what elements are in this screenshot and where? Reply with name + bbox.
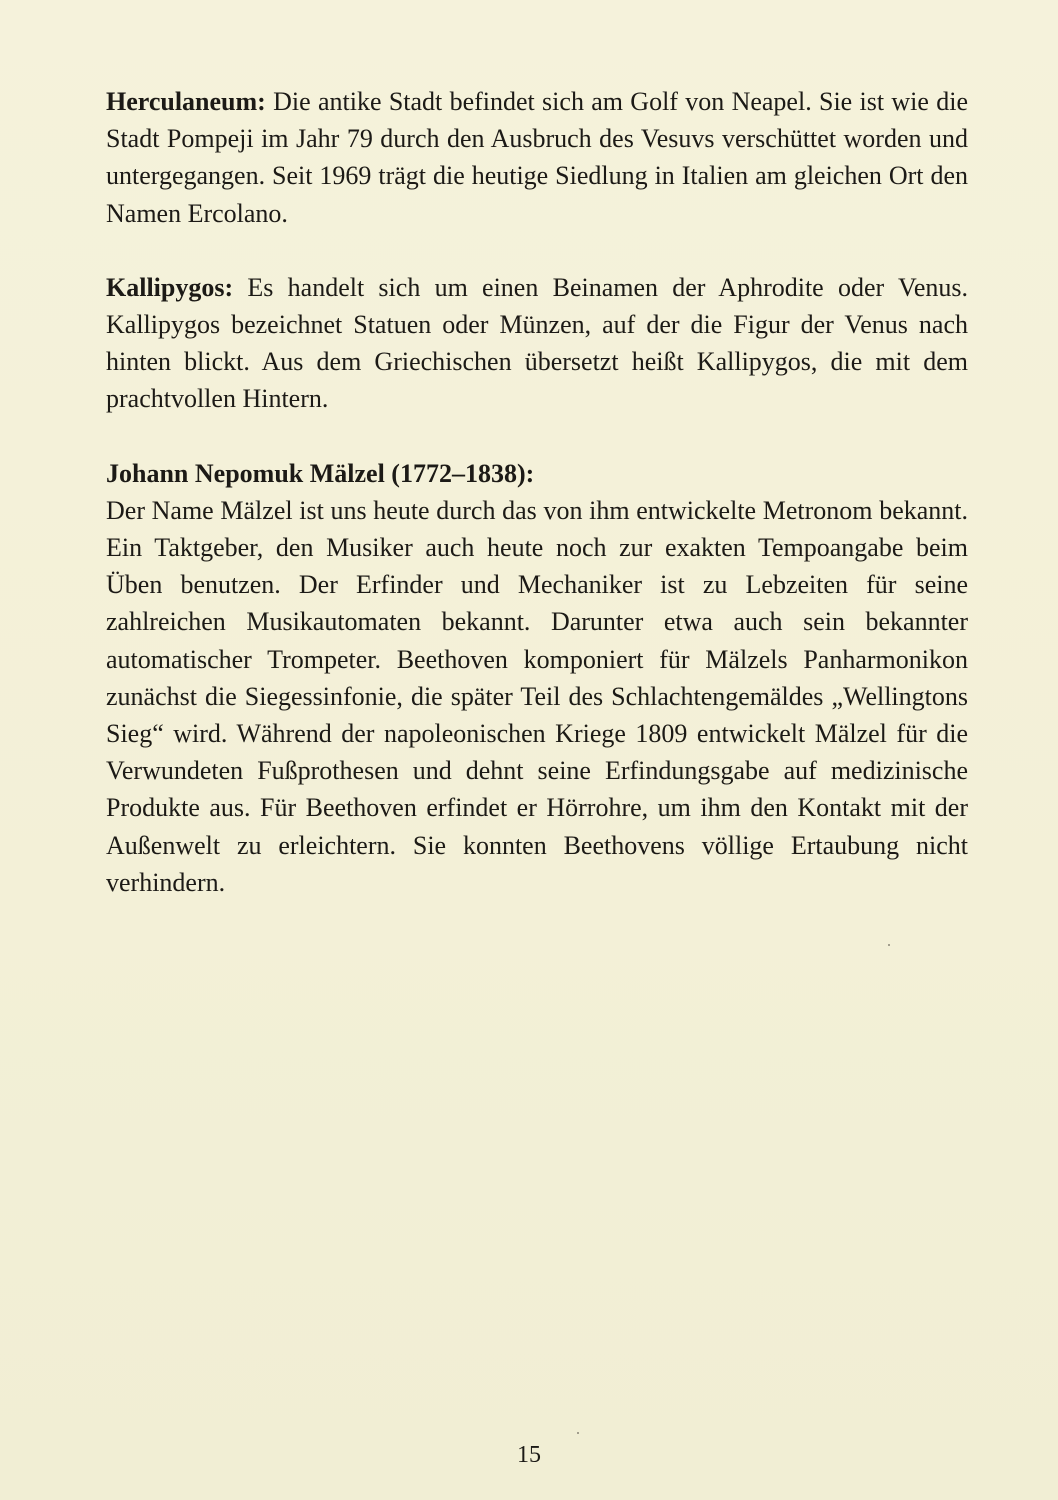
glossary-entry-herculaneum: [106, 83, 968, 232]
paper-speck: [888, 944, 890, 946]
glossary-definition: Der Name Mälzel ist uns heute durch das von ihm entwickelte Metronom bekannt. Ein Taktgeber, den Musiker auch heute noch zur exakten Tempoangabe beim Üben benutzen. Der Erfinder und Mechaniker ist zu Lebzeiten für seine zahlreichen Musikautomaten bekannt. Darunter etwa auch sein bekannter automatischer Trompeter. Beethoven komponiert für Mälzels Panharmonikon zunächst die Siegessinfonie, die später Teil des Schlachtengemäldes „Wellingtons Sieg“ wird. Während der napoleonischen Kriege 1809 entwickelt Mälzel für die Verwundeten Fußprothesen und dehnt seine Erfindungsgabe auf medizinische Produkte aus. Für Beethoven erfindet er Hörrohre, um ihm den Kontakt mit der Außenwelt zu erleichtern. Sie konnten Beethovens völlige Ertaubung nicht verhindern.: [106, 495, 968, 897]
glossary-entry-maelzel: [106, 455, 968, 901]
glossary-content: [106, 83, 968, 901]
page-number: 15: [517, 1442, 541, 1468]
glossary-term: Johann Nepomuk Mälzel (1772–1838):: [106, 458, 535, 488]
glossary-term: Herculaneum:: [106, 87, 266, 116]
glossary-definition: Die antike Stadt befindet sich am Golf von Neapel. Sie ist wie die Stadt Pompeji im Jahr 79 durch den Ausbruch des Vesuvs verschüttet worden und untergegangen. Seit 1969 trägt die heutige Siedlung in Italien am gleichen Ort den Namen Ercolano.: [106, 87, 968, 228]
paper-speck: [577, 1432, 579, 1434]
glossary-term: Kallipygos:: [106, 272, 234, 302]
glossary-definition: Es handelt sich um einen Beinamen der Aphrodite oder Venus. Kallipygos bezeichnet Statuen oder Münzen, auf der die Figur der Venus nach hinten blickt. Aus dem Griechischen übersetzt heißt Kallipygos, die mit dem prachtvollen Hintern.: [106, 272, 968, 414]
glossary-entry-kallipygos: [106, 269, 968, 418]
